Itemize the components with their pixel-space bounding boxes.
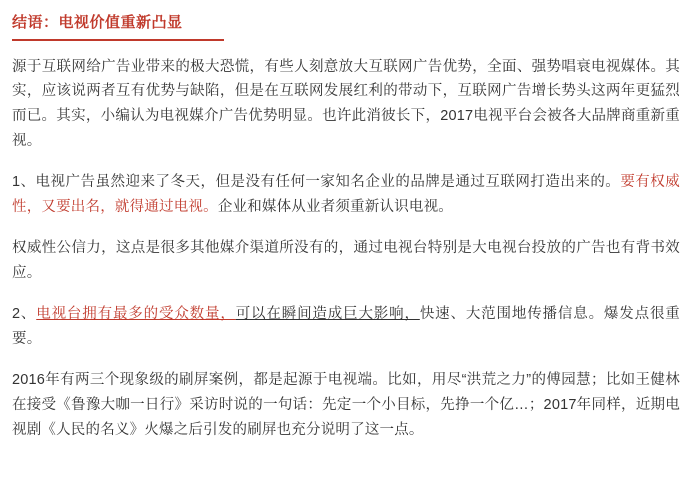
paragraph-5-text: 2016年有两三个现象级的刷屏案例，都是起源于电视端。比如，用尽“洪荒之力”的傅园慧；比如王健林在接受《鲁豫大咖一日行》采访时说的一句话：先定一个小目标，先挣一个亿…；2017年同样，近期电视剧《人民的名义》火爆之后引发的刷屏也充分说明了这一点。 [12,371,680,438]
paragraph-4-text-tail: 快速、大范围地传播信息。爆发点很重要。 [12,306,680,347]
paragraph-4-emphasis-red-underline: 电视台拥有最多的受众数量， [36,306,236,322]
paragraph-2 [12,170,680,220]
paragraph-4 [12,302,680,352]
paragraph-4-number: 2、 [12,306,37,322]
paragraph-2-emphasis-red: 要有权威性，又要出名，就得通过电视。 [12,174,680,216]
paragraph-4-emphasis-underline: 可以在瞬间造成巨大影响， [235,306,420,322]
paragraph-3-text: 权威性公信力，这点是很多其他媒介渠道所没有的，通过电视台特别是大电视台投放的广告也有背书效应。 [12,240,680,282]
page-title: 结语：电视价值重新凸显 [12,14,183,31]
paragraph-5 [12,368,680,443]
title-underline-rule [12,39,224,41]
paragraph-3 [12,236,680,286]
paragraph-2-text-tail: 企业和媒体从业者须重新认识电视。 [217,199,454,216]
paragraph-1-text: 源于互联网给广告业带来的极大恐慌，有些人刻意放大互联网广告优势，全面、强势唱衰电视媒体。其实，应该说两者互有优势与缺陷，但是在互联网发展红利的带动下，互联网广告增长势头这两年更猛烈而已。其实，小编认为电视媒介广告优势明显。也许此消彼长下，2017电视平台会被各大品牌商重新重视。 [12,58,680,150]
paragraph-2-text-lead: 1、电视广告虽然迎来了冬天，但是没有任何一家知名企业的品牌是通过互联网打造出来的。 [12,174,621,191]
paragraph-1 [12,55,680,155]
